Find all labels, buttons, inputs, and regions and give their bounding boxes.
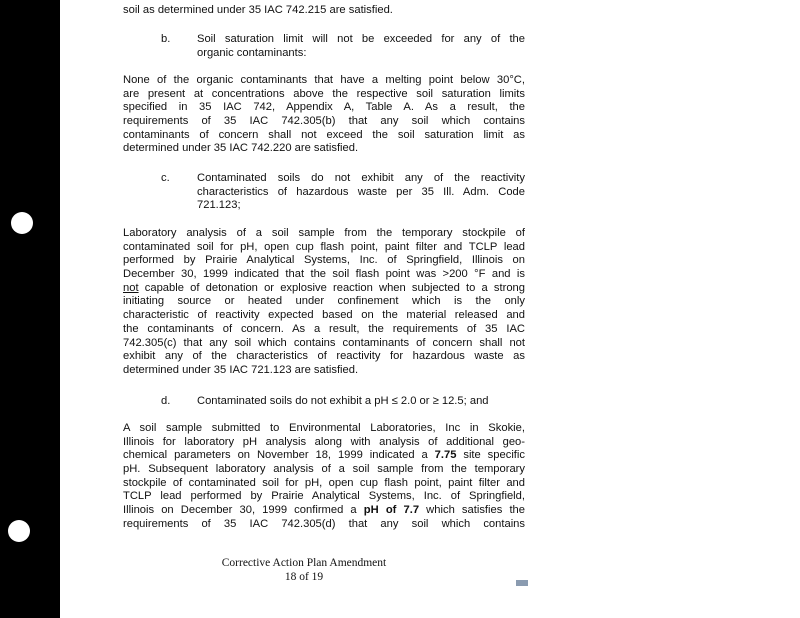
paragraph-c [123, 227, 525, 378]
text-line: specified in 35 IAC 742, Appendix A, Table A. As a result, the [123, 101, 525, 114]
item-c-letter: c. [161, 172, 170, 184]
item-d-text [197, 395, 525, 409]
paragraph-b [123, 74, 525, 156]
text-line: 721.123; [197, 199, 241, 212]
paragraph-d [123, 422, 525, 532]
text-line: determined under 35 IAC 742.220 are satisfied. [123, 142, 359, 155]
punch-hole-bottom [8, 520, 30, 542]
text-line: determined under 35 IAC 721.123 are satisfied. [123, 363, 359, 376]
bold-ph-value: 7.75 [434, 449, 457, 462]
item-c-text [197, 172, 525, 213]
text-line: Contaminated soils do not exhibit any of the reactivity [197, 172, 525, 184]
top-fragment [123, 4, 525, 18]
underlined-not: not [123, 281, 139, 294]
text-line-with-underline [123, 282, 525, 296]
text-line-with-bold [123, 504, 525, 518]
text-line: stockpile of contaminated soil for pH, open cup flash point, paint filter and [123, 476, 525, 489]
text-line: December 30, 1999 indicated that the soil flash point was >200 °F and is [123, 268, 525, 281]
text-line: the contaminants of concern. As a result, the requirements of 35 IAC [123, 322, 525, 335]
footer-title: Corrective Action Plan Amendment [221, 557, 387, 569]
text-line: 742.305(c) that any soil which contains contaminants of concern shall not [123, 336, 525, 349]
text-line: performed by Prairie Analytical Systems, Inc. of Springfield, Illinois on [123, 254, 525, 267]
text-fragment: which satisfies the [419, 504, 525, 517]
scan-mark [516, 580, 528, 586]
text-line: pH. Subsequent laboratory analysis of a soil sample from the temporary [123, 463, 525, 476]
text-fragment: chemical parameters on November 18, 1999 indicated a [123, 449, 435, 462]
text-line: contaminated soil for pH, open cup flash point, paint filter and TCLP lead [123, 240, 525, 253]
punch-hole-top [11, 212, 33, 234]
text-line: requirements of 35 IAC 742.305(d) that any soil which contains [123, 517, 525, 530]
page-number: 18 of 19 [284, 571, 324, 583]
text-line: soil as determined under 35 IAC 742.215 are satisfied. [123, 4, 393, 16]
text-line: Contaminated soils do not exhibit a pH ≤ 2.0 or ≥ 12.5; and [197, 395, 489, 407]
item-d-letter: d. [161, 395, 171, 407]
page-footer [204, 556, 404, 584]
item-b-letter: b. [161, 33, 171, 45]
text-line: exhibit any of the characteristics of reactivity for hazardous waste as [123, 350, 525, 363]
text-line: Soil saturation limit will not be exceeded for any of the [197, 33, 525, 45]
text-line: TCLP lead performed by Prairie Analytical Systems, Inc. of Springfield, [123, 490, 525, 503]
text-line: Laboratory analysis of a soil sample from the temporary stockpile of [123, 227, 525, 239]
text-line: Illinois for laboratory pH analysis along with analysis of additional geo- [123, 435, 525, 448]
text-line: organic contaminants: [197, 46, 307, 59]
text-line: None of the organic contaminants that have a melting point below 30°C, [123, 74, 525, 86]
text-line: contaminants of concern shall not exceed the soil saturation limit as [123, 128, 525, 141]
text-line: characteristic of reactivity expected based on the material released and [123, 309, 525, 322]
text-fragment: Illinois on December 30, 1999 confirmed a [123, 504, 364, 517]
text-fragment: site specific [456, 449, 525, 462]
text-line: initiating source or heated under confinement which is the only [123, 295, 525, 308]
text-line: characteristics of hazardous waste per 35 Ill. Adm. Code [197, 185, 525, 198]
item-b-text [197, 33, 525, 60]
bold-ph-confirmed: pH of 7.7 [363, 504, 420, 517]
text-line: are present at concentrations above the respective soil saturation limits [123, 87, 525, 100]
text-line-with-bold [123, 449, 525, 463]
text-fragment: capable of detonation or explosive reaction when subjected to a strong [144, 281, 526, 294]
text-line: requirements of 35 IAC 742.305(b) that any soil which contains [123, 115, 525, 128]
text-line: A soil sample submitted to Environmental Laboratories, Inc in Skokie, [123, 422, 525, 434]
